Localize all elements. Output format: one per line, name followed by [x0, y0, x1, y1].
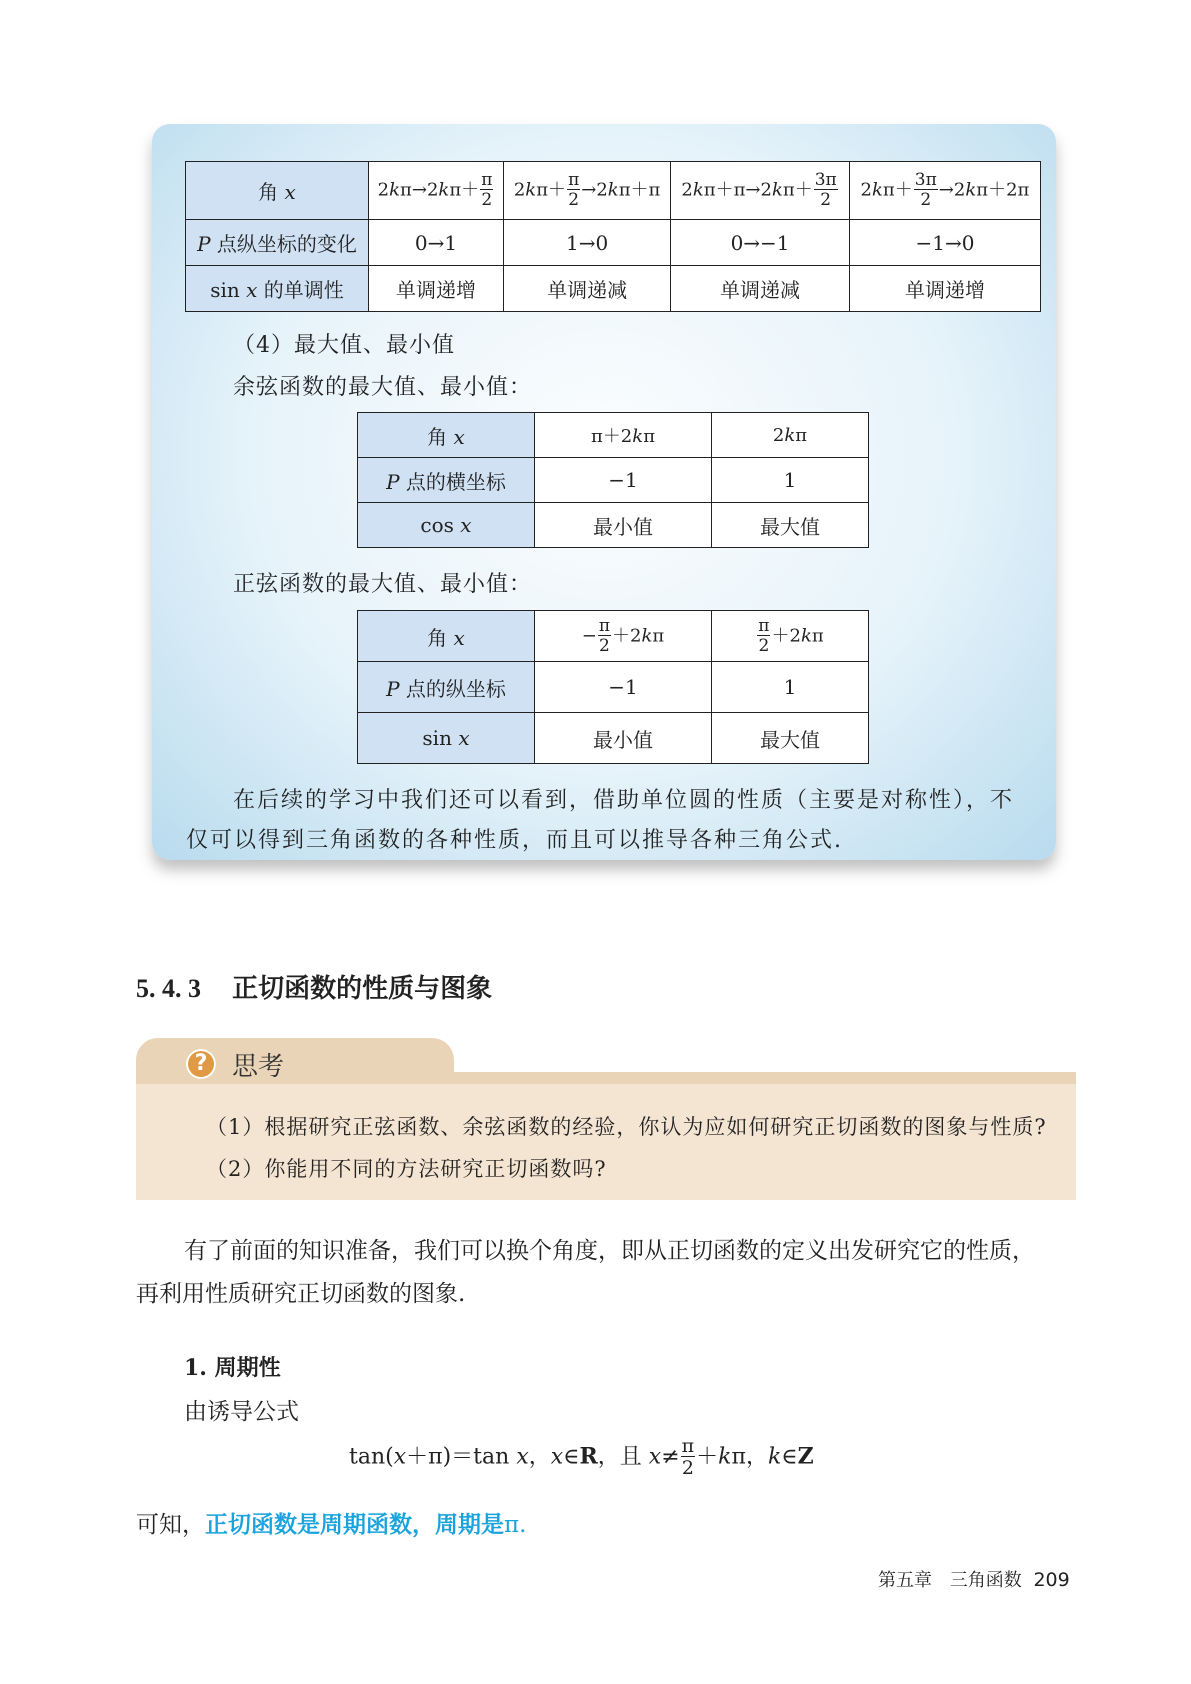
- p-abscissa-label: P 点的横坐标: [358, 458, 535, 503]
- p-ordinate-label: P 点的纵坐标: [358, 662, 535, 713]
- table-cell: 0→1: [369, 220, 504, 266]
- period-conclusion: [136, 1506, 526, 1539]
- table-cell: − $\frac{\pi}{2}$ ＋2kπ: [535, 611, 712, 662]
- cos-extremes-table: [357, 412, 869, 548]
- interval-2: 2kπ＋ $\frac{\pi}{2}$ →2kπ＋π: [504, 162, 671, 220]
- period-highlight: 正切函数是周期函数，周期是: [205, 1512, 504, 1538]
- angle-header: 角 x: [186, 162, 369, 220]
- table-cell: 单调递减: [671, 266, 850, 312]
- induction-formula: tan(x＋π)＝tan x，x∈R，且 x≠ $\frac{\pi}{2}$ ＋kπ，k∈Z: [349, 1435, 814, 1479]
- table-cell: 2kπ: [712, 413, 869, 458]
- angle-header: 角 x: [358, 611, 535, 662]
- angle-header: 角 x: [358, 413, 535, 458]
- cos-label: cos x: [358, 503, 535, 548]
- think-title: 思考: [232, 1052, 285, 1082]
- table-cell: −1: [535, 662, 712, 713]
- table-cell: 1: [712, 458, 869, 503]
- monotonicity-table: [185, 161, 1041, 312]
- conclusion-line-1: 在后续的学习中我们还可以看到，借助单位圆的性质（主要是对称性），不: [233, 788, 1015, 813]
- table-cell: 最小值: [535, 713, 712, 764]
- think-question-1: （1）根据研究正弦函数、余弦函数的经验，你认为应如何研究正切函数的图象与性质?: [206, 1115, 1047, 1139]
- table-cell: 单调递增: [369, 266, 504, 312]
- sin-monotonicity-label: sin x 的单调性: [186, 266, 369, 312]
- table-cell: π＋2kπ: [535, 413, 712, 458]
- formula-intro: 由诱导公式: [184, 1399, 299, 1425]
- p-ordinate-change-label: P 点纵坐标的变化: [186, 220, 369, 266]
- section-number: 5. 4. 3: [136, 974, 201, 1003]
- page-footer: [878, 1566, 1070, 1592]
- conclusion-prefix: 可知，: [136, 1512, 205, 1538]
- interval-3: 2kπ＋π→2kπ＋ $\frac{3\pi}{2}$: [671, 162, 850, 220]
- table-cell: 1→0: [504, 220, 671, 266]
- sin-extremes-table: [357, 610, 869, 764]
- cos-intro: 余弦函数的最大值、最小值：: [233, 375, 533, 400]
- question-icon: ?: [186, 1049, 216, 1079]
- table-cell: $\frac{\pi}{2}$ ＋2kπ: [712, 611, 869, 662]
- page-number: 209: [1033, 1569, 1070, 1591]
- conclusion-line-2: 仅可以得到三角函数的各种性质，而且可以推导各种三角公式.: [186, 828, 843, 853]
- interval-4: 2kπ＋ $\frac{3\pi}{2}$ →2kπ＋2π: [849, 162, 1040, 220]
- table-cell: 最大值: [712, 503, 869, 548]
- period-value: π.: [504, 1512, 527, 1538]
- interval-1: 2kπ→2kπ＋ $\frac{\pi}{2}$: [369, 162, 504, 220]
- think-question-2: （2）你能用不同的方法研究正切函数吗?: [206, 1157, 607, 1181]
- sin-label: sin x: [358, 713, 535, 764]
- footer-chapter: 第五章: [878, 1570, 932, 1591]
- subsection-number: 1.: [184, 1355, 207, 1381]
- table-cell: 0→−1: [671, 220, 850, 266]
- table-cell: −1: [535, 458, 712, 503]
- table-cell: −1→0: [849, 220, 1040, 266]
- paragraph-line-2: 再利用性质研究正切函数的图象.: [136, 1281, 466, 1307]
- subsection-heading: [184, 1351, 281, 1382]
- subsection-title: 周期性: [214, 1356, 281, 1381]
- table-cell: 最小值: [535, 503, 712, 548]
- paragraph-line-1: 有了前面的知识准备，我们可以换个角度，即从正切函数的定义出发研究它的性质，: [184, 1238, 1035, 1264]
- section-heading: [136, 968, 492, 1005]
- item-4-heading: （4）最大值、最小值: [233, 333, 455, 358]
- table-cell: 1: [712, 662, 869, 713]
- table-cell: 单调递减: [504, 266, 671, 312]
- footer-chapter-title: 三角函数: [949, 1570, 1022, 1591]
- table-cell: 单调递增: [849, 266, 1040, 312]
- table-cell: 最大值: [712, 713, 869, 764]
- sin-intro: 正弦函数的最大值、最小值：: [233, 572, 533, 597]
- section-title: 正切函数的性质与图象: [232, 974, 493, 1004]
